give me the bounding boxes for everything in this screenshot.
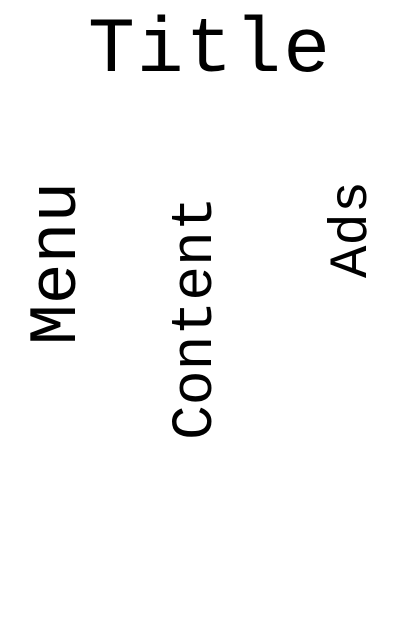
content-column-label: Content xyxy=(164,196,229,440)
ads-column-label: Ads xyxy=(322,180,383,278)
menu-column-label: Menu xyxy=(19,181,96,345)
page-title: Title xyxy=(87,7,333,95)
